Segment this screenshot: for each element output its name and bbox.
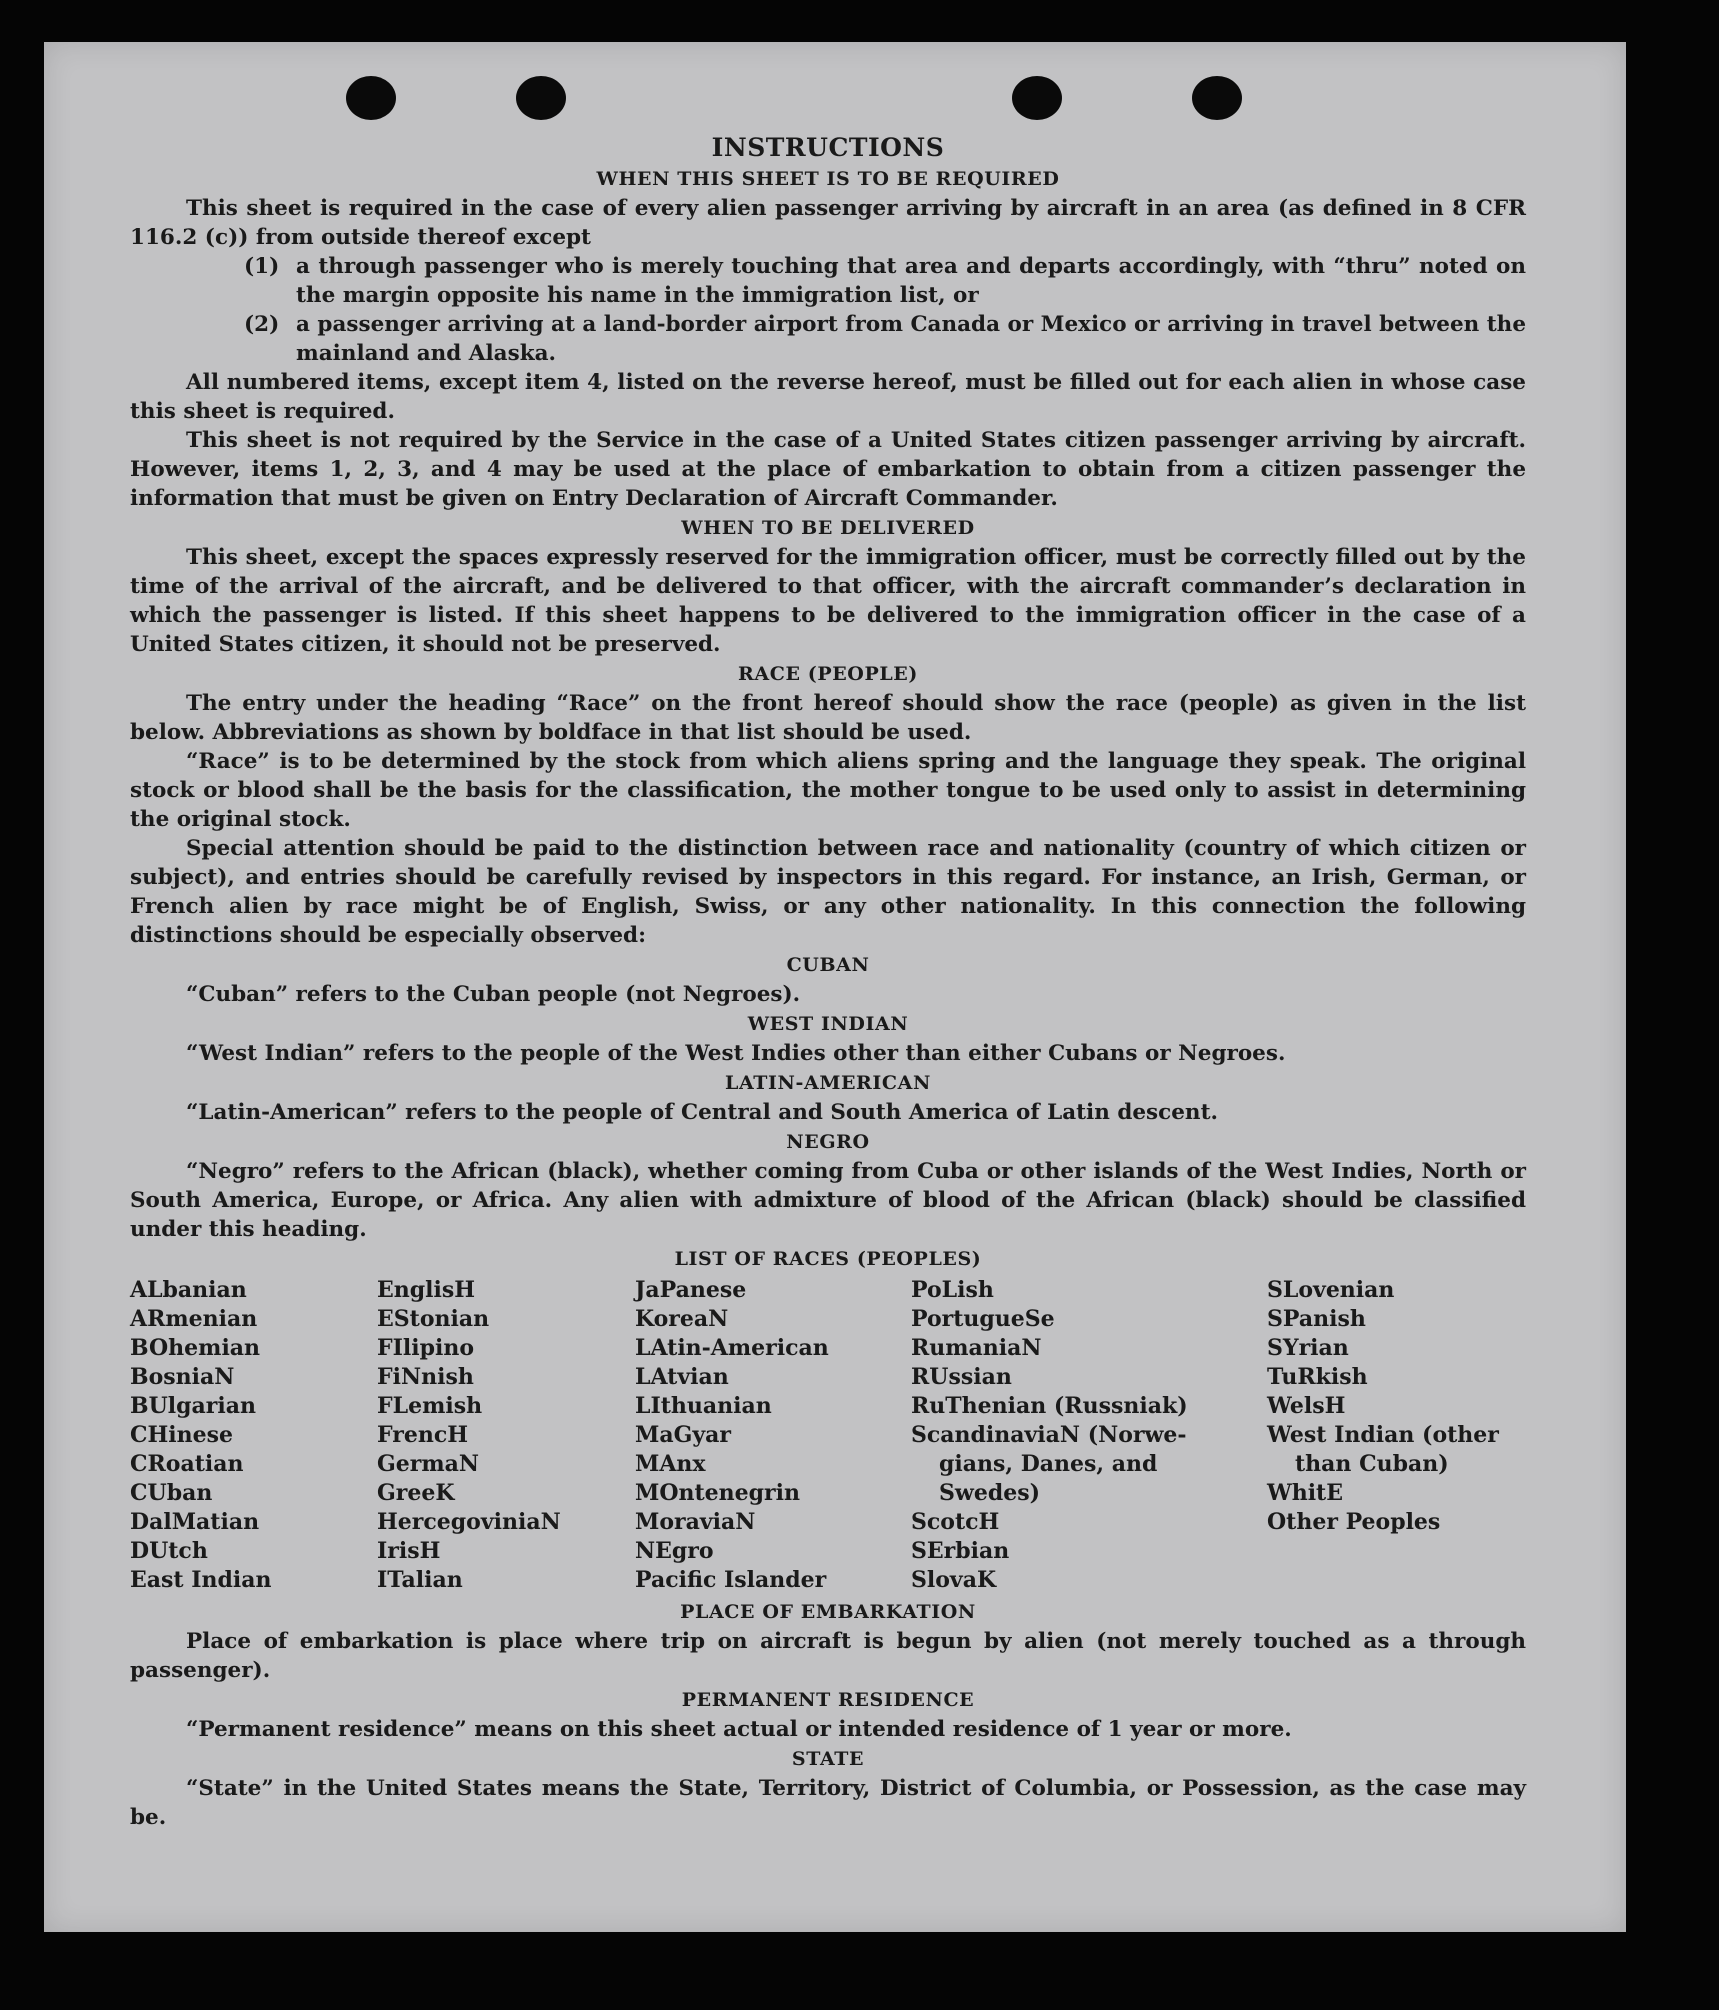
race-entry: CRoatian	[130, 1451, 244, 1477]
race-entry: SPanish	[1267, 1306, 1366, 1332]
race-entry: SYrian	[1267, 1335, 1349, 1361]
race-entry: BosniaN	[130, 1364, 235, 1390]
race-entry-continuation: Swedes)	[939, 1480, 1040, 1506]
list-item	[130, 252, 1526, 310]
section-heading-when-required: WHEN THIS SHEET IS TO BE REQUIRED	[596, 168, 1060, 190]
section-heading-west-indian: WEST INDIAN	[747, 1013, 909, 1035]
race-column	[911, 1276, 1267, 1595]
race-list	[130, 1276, 1526, 1595]
race-entry: ITalian	[377, 1567, 463, 1593]
race-entry: ScotcH	[911, 1509, 1000, 1535]
race-entry: East Indian	[130, 1567, 272, 1593]
section-heading-race: RACE (PEOPLE)	[738, 663, 918, 685]
race-entry: ARmenian	[130, 1306, 258, 1332]
punch-hole	[516, 76, 566, 120]
paragraph: Special attention should be paid to the distinction between race and nationality (country of which citizen or subject), and entries should be carefully revised by inspectors in this regard. For instance, an Irish, German, or French alien by race might be of English, Swiss, or any other nationality. In this connection the following distinctions should be especially observed:	[130, 836, 1526, 948]
race-entry: SLovenian	[1267, 1277, 1395, 1303]
section-heading-residence: PERMANENT RESIDENCE	[681, 1689, 975, 1711]
paragraph: This sheet is required in the case of every alien passenger arriving by aircraft in an area (as defined in 8 CFR 116.2 (c)) from outside thereof except	[130, 196, 1526, 250]
instructions-body	[130, 132, 1526, 1832]
race-entry: BOhemian	[130, 1335, 261, 1361]
race-entry: MoraviaN	[635, 1509, 756, 1535]
race-entry-continuation: gians, Danes, and	[939, 1451, 1158, 1477]
race-entry: ScandinaviaN (Norwe-	[911, 1422, 1187, 1448]
race-entry: GermaN	[377, 1451, 480, 1477]
race-entry: WhitE	[1267, 1480, 1343, 1506]
paragraph: This sheet is not required by the Service in the case of a United States citizen passenger arriving by aircraft. However, items 1, 2, 3, and 4 may be used at the place of embarkation to obtain from a citizen passenger the information that must be given on Entry Declaration of Aircraft Commander.	[130, 428, 1526, 511]
punch-hole	[346, 76, 396, 120]
race-entry: EStonian	[377, 1306, 490, 1332]
race-entry: LAtvian	[635, 1364, 729, 1390]
instruction-sheet	[44, 42, 1626, 1932]
race-entry: West Indian (other	[1267, 1422, 1499, 1448]
page-title: INSTRUCTIONS	[711, 133, 945, 162]
race-entry: JaPanese	[635, 1277, 747, 1303]
section-heading-state: STATE	[791, 1748, 865, 1770]
race-entry: SlovaK	[911, 1567, 997, 1593]
race-entry: CUban	[130, 1480, 213, 1506]
race-entry: RuThenian (Russniak)	[911, 1393, 1188, 1419]
section-heading-cuban: CUBAN	[786, 954, 870, 976]
paragraph: Place of embarkation is place where trip on aircraft is begun by alien (not merely touched as a through passenger).	[130, 1629, 1526, 1683]
paragraph: “Negro” refers to the African (black), whether coming from Cuba or other islands of the West Indies, North or South America, Europe, or Africa. Any alien with admixture of blood of the African (black) should be classified under this heading.	[130, 1159, 1526, 1242]
race-entry: WelsH	[1267, 1393, 1346, 1419]
section-heading-latin-american: LATIN-AMERICAN	[725, 1072, 931, 1094]
race-entry: FiNnish	[377, 1364, 474, 1390]
item-text: a passenger arriving at a land-border airport from Canada or Mexico or arriving in travel between the mainland and Alaska.	[296, 312, 1526, 366]
race-entry: RumaniaN	[911, 1335, 1042, 1361]
paragraph: The entry under the heading “Race” on the front hereof should show the race (people) as given in the list below. Abbreviations as shown by boldface in that list should be used.	[130, 691, 1526, 745]
punch-hole	[1012, 76, 1062, 120]
list-item	[130, 310, 1526, 368]
race-column	[377, 1276, 635, 1595]
paragraph: “Cuban” refers to the Cuban people (not Negroes).	[186, 982, 801, 1007]
item-number: (2)	[244, 312, 280, 337]
race-entry: MOntenegrin	[635, 1480, 800, 1506]
section-heading-embarkation: PLACE OF EMBARKATION	[680, 1601, 976, 1623]
section-heading-when-delivered: WHEN TO BE DELIVERED	[681, 517, 975, 539]
race-column	[1267, 1276, 1526, 1595]
item-number: (1)	[244, 254, 280, 279]
race-entry: EnglisH	[377, 1277, 476, 1303]
race-entry: GreeK	[377, 1480, 455, 1506]
race-entry: MaGyar	[635, 1422, 732, 1448]
race-entry: FrencH	[377, 1422, 468, 1448]
race-entry: BUlgarian	[130, 1393, 256, 1419]
punch-hole	[1192, 76, 1242, 120]
race-entry: NEgro	[635, 1538, 714, 1564]
race-entry: HercegoviniaN	[377, 1509, 561, 1535]
race-entry: CHinese	[130, 1422, 234, 1448]
race-entry: SErbian	[911, 1538, 1010, 1564]
paragraph: This sheet, except the spaces expressly reserved for the immigration officer, must be correctly filled out by the time of the arrival of the aircraft, and be delivered to that officer, with the aircraft commander’s declaration in which the passenger is listed. If this sheet happens to be delivered to the immigration officer in the case of a United States citizen, it should not be preserved.	[130, 545, 1526, 657]
race-entry: FIlipino	[377, 1335, 475, 1361]
race-entry-continuation: than Cuban)	[1295, 1451, 1449, 1477]
race-entry: Other Peoples	[1267, 1509, 1441, 1535]
race-entry: PortugueSe	[911, 1306, 1055, 1332]
section-heading-list-of-races: LIST OF RACES (PEOPLES)	[674, 1248, 982, 1270]
section-heading-negro: NEGRO	[786, 1131, 870, 1153]
paragraph: “Latin-American” refers to the people of Central and South America of Latin descent.	[186, 1100, 1218, 1125]
paragraph: “Race” is to be determined by the stock from which aliens spring and the language they speak. The original stock or blood shall be the basis for the classification, the mother tongue to be used only to assist in determining the original stock.	[130, 749, 1526, 832]
race-entry: DalMatian	[130, 1509, 260, 1535]
race-entry: Pacific Islander	[635, 1567, 827, 1593]
race-entry: ALbanian	[130, 1277, 247, 1303]
race-entry: MAnx	[635, 1451, 706, 1477]
item-text: a through passenger who is merely touching that area and departs accordingly, with “thru” noted on the margin opposite his name in the immigration list, or	[296, 254, 1526, 308]
race-entry: RUssian	[911, 1364, 1012, 1390]
paragraph: “West Indian” refers to the people of the West Indies other than either Cubans or Negroes.	[186, 1041, 1286, 1066]
race-column	[130, 1276, 377, 1595]
paragraph: All numbered items, except item 4, listed on the reverse hereof, must be filled out for each alien in whose case this sheet is required.	[130, 370, 1526, 424]
paragraph: “Permanent residence” means on this sheet actual or intended residence of 1 year or more.	[186, 1717, 1292, 1742]
race-entry: IrisH	[377, 1538, 441, 1564]
race-entry: LIthuanian	[635, 1393, 772, 1419]
race-entry: FLemish	[377, 1393, 483, 1419]
race-entry: PoLish	[911, 1277, 994, 1303]
race-entry: DUtch	[130, 1538, 208, 1564]
race-entry: LAtin-American	[635, 1335, 829, 1361]
race-entry: TuRkish	[1267, 1364, 1368, 1390]
race-entry: KoreaN	[635, 1306, 729, 1332]
paragraph: “State” in the United States means the State, Territory, District of Columbia, or Possession, as the case may be.	[130, 1776, 1526, 1830]
race-column	[635, 1276, 911, 1595]
